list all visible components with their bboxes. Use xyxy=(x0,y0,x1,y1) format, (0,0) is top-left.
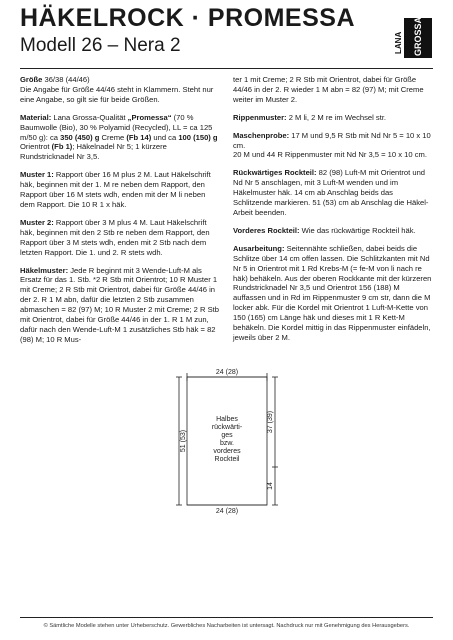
gauge-text-rib: 20 M und 44 R Rippenmuster mit Nd Nr 3,5 = 10 x 10 cm. xyxy=(233,150,427,160)
material-label: Material: xyxy=(20,112,52,122)
material-text: Lana Grossa-Qualität xyxy=(51,112,128,122)
size-note: Die Angabe für Größe 44/46 steht in Klammern. Steht nur eine Angabe, so gilt sie für beide Größen. xyxy=(20,84,214,104)
crochet-pattern-paragraph xyxy=(20,266,220,345)
size-value: 36/38 (44/46) xyxy=(42,75,90,84)
material-text: ; Häkelnadel Nr 5; 1 kürzere Rundstricknadel Nr 3,5. xyxy=(20,142,167,162)
material-color-number: (Fb 14) xyxy=(126,132,152,142)
pattern2-text: Rapport über 3 M plus 4 M. Laut Häkelschrift häk, beginnen mit den 2 Stb re neben dem Rapport, den Rapport über 3 M stets wdh, enden mit 2 Stb nach dem letzten Rapport. Die 1. und 2. R stets wdh. xyxy=(20,217,210,257)
material-text: und ca xyxy=(151,132,179,142)
front-piece-text: Wie das rückwärtige Rockteil häk. xyxy=(299,225,416,235)
header-divider xyxy=(20,68,433,69)
left-height-label: 51 (53) xyxy=(180,429,187,453)
back-piece-text: 82 (98) Luft-M mit Orientrot und Nd Nr 5 anschlagen, mit 3 Luft-M wenden und im Häkelmuster häk. 14 cm ab Anschlag beids das Schlitzende markieren. 51 (53) cm ab Anschlag die Häkel-Arbeit beenden. xyxy=(233,168,429,217)
rib-pattern-paragraph xyxy=(233,113,433,123)
finishing-label: Ausarbeitung: xyxy=(233,243,285,253)
footer-divider xyxy=(20,617,433,618)
gauge-label: Maschenprobe: xyxy=(233,130,290,140)
logo-text-grossa: GROSSA xyxy=(413,16,423,56)
material-color-number: (Fb 1) xyxy=(51,142,73,152)
model-subtitle: Modell 26 – Nera 2 xyxy=(20,35,181,56)
material-paragraph xyxy=(20,113,220,163)
rib-pattern-text: 2 M li, 2 M re im Wechsel str. xyxy=(286,112,387,122)
piece-center-label-line: rückwärti- xyxy=(211,424,243,431)
right-text-column xyxy=(233,75,433,351)
bottom-width-label: 24 (28) xyxy=(215,508,239,515)
piece-center-label-line: bzw. xyxy=(219,440,235,447)
pattern1-text: Rapport über 16 M plus 2 M. Laut Häkelschrift häk, beginnen mit der 1. M re neben dem Rapport, den Rapport über 16 M stets wdh, enden mit der M li neben dem Rapport. Die 10 R 1 x häk. xyxy=(20,170,211,209)
front-piece-paragraph xyxy=(233,226,433,236)
page-title: HÄKELROCK · PROMESSA xyxy=(20,4,356,32)
piece-center-label-line: Halbes xyxy=(216,416,238,423)
material-amount: 350 (450) g xyxy=(60,132,100,142)
right-height-label: 37 (39) xyxy=(267,410,274,434)
material-text: Creme xyxy=(99,132,127,142)
continuation-paragraph: ter 1 mit Creme; 2 R Stb mit Orientrot, dabei für Größe 44/46 in der 2. R wieder 1 M abn = 82 (97) M; mit Creme weiter im Muster 2. xyxy=(233,75,424,104)
material-quality: „Promessa“ xyxy=(127,112,172,122)
back-piece-label: Rückwärtiges Rockteil: xyxy=(233,168,317,178)
logo-text-lana: LANA xyxy=(394,31,403,54)
back-piece-paragraph xyxy=(233,168,433,218)
piece-center-label-line: Rockteil xyxy=(214,456,240,463)
pattern2-label: Muster 2: xyxy=(20,217,54,227)
rib-pattern-label: Rippenmuster: xyxy=(233,112,287,122)
pattern2-paragraph xyxy=(20,218,220,258)
size-label: Größe xyxy=(20,75,43,84)
finishing-paragraph xyxy=(233,244,433,343)
material-amount: 100 (150) g xyxy=(178,132,218,142)
schematic-diagram xyxy=(175,365,285,525)
lana-grossa-logo xyxy=(390,16,434,60)
crochet-pattern-text: Jede R beginnt mit 3 Wende-Luft-M als Ersatz für das 1. Stb. *2 R Stb mit Orientrot; 10 R Muster 1 mit Creme; 2 R Stb mit Orientrot, dabei für Größe 44/46 in der 2. R 1 M abn, dafür die letzten 2 Stb zusammen abmaschen = 82 (97) M; 10 R Muster 2 mit Creme; 2 R Stb mit Orientrot, dabei für Größe 44/46 in der 1. R 1 M zun, dafür nach den Wende-Luft-M 1 zusätzliches Stb häk = 82 (98) M; 10 R Mus- xyxy=(20,265,219,344)
piece-center-label-line: ges xyxy=(221,432,233,439)
gauge-paragraph xyxy=(233,131,433,161)
front-piece-label: Vorderes Rockteil: xyxy=(233,225,300,235)
material-text: (70 % Baumwolle (Bio), 30 % Polyamid (Recycled), LL = ca 125 m/50 g): ca xyxy=(20,112,213,142)
left-text-column xyxy=(20,75,220,353)
gauge-text: 17 M und 9,5 R Stb mit Nd Nr 5 = 10 x 10 cm. xyxy=(233,130,431,150)
finishing-text: Seitennähte schließen, dabei beids die Schlitze über 14 cm offen lassen. Die Schlitzkanten mit Nd Nr 5 in Orientrot mit 1 Rd Krebs-M (= fe-M von li nach re häk) behäkeln. Aus der oberen Rockkante mit der kürzeren Rundstricknadel Nr 3,5 und Orientrot 156 (188) M auffassen und in Rd im Rippenmuster 9 cm str, dann die M locker abk. Für die Kordel mit Orientrot 1 Luft-M-Kette von 150 (165) cm Länge häk und dieses mit 1 R Kett-M behäkeln. Die Kordel mittig in das Rippenmuster einfädeln, jeweils über 2 M. xyxy=(233,243,432,342)
copyright-footer: © Sämtliche Modelle stehen unter Urheberschutz. Gewerbliches Nacharbeiten ist untersagt. Nachdruck nur mit Genehmigung des Herausgebers. xyxy=(43,623,410,629)
slit-height-label: 14 xyxy=(267,482,274,490)
size-paragraph xyxy=(20,75,220,105)
material-text: Orientrot xyxy=(20,142,52,152)
top-width-label: 24 (28) xyxy=(215,369,239,376)
crochet-pattern-label: Häkelmuster: xyxy=(20,265,69,275)
pattern1-label: Muster 1: xyxy=(20,170,54,180)
pattern1-paragraph xyxy=(20,170,220,210)
piece-center-label-line: vorderes xyxy=(213,448,241,455)
